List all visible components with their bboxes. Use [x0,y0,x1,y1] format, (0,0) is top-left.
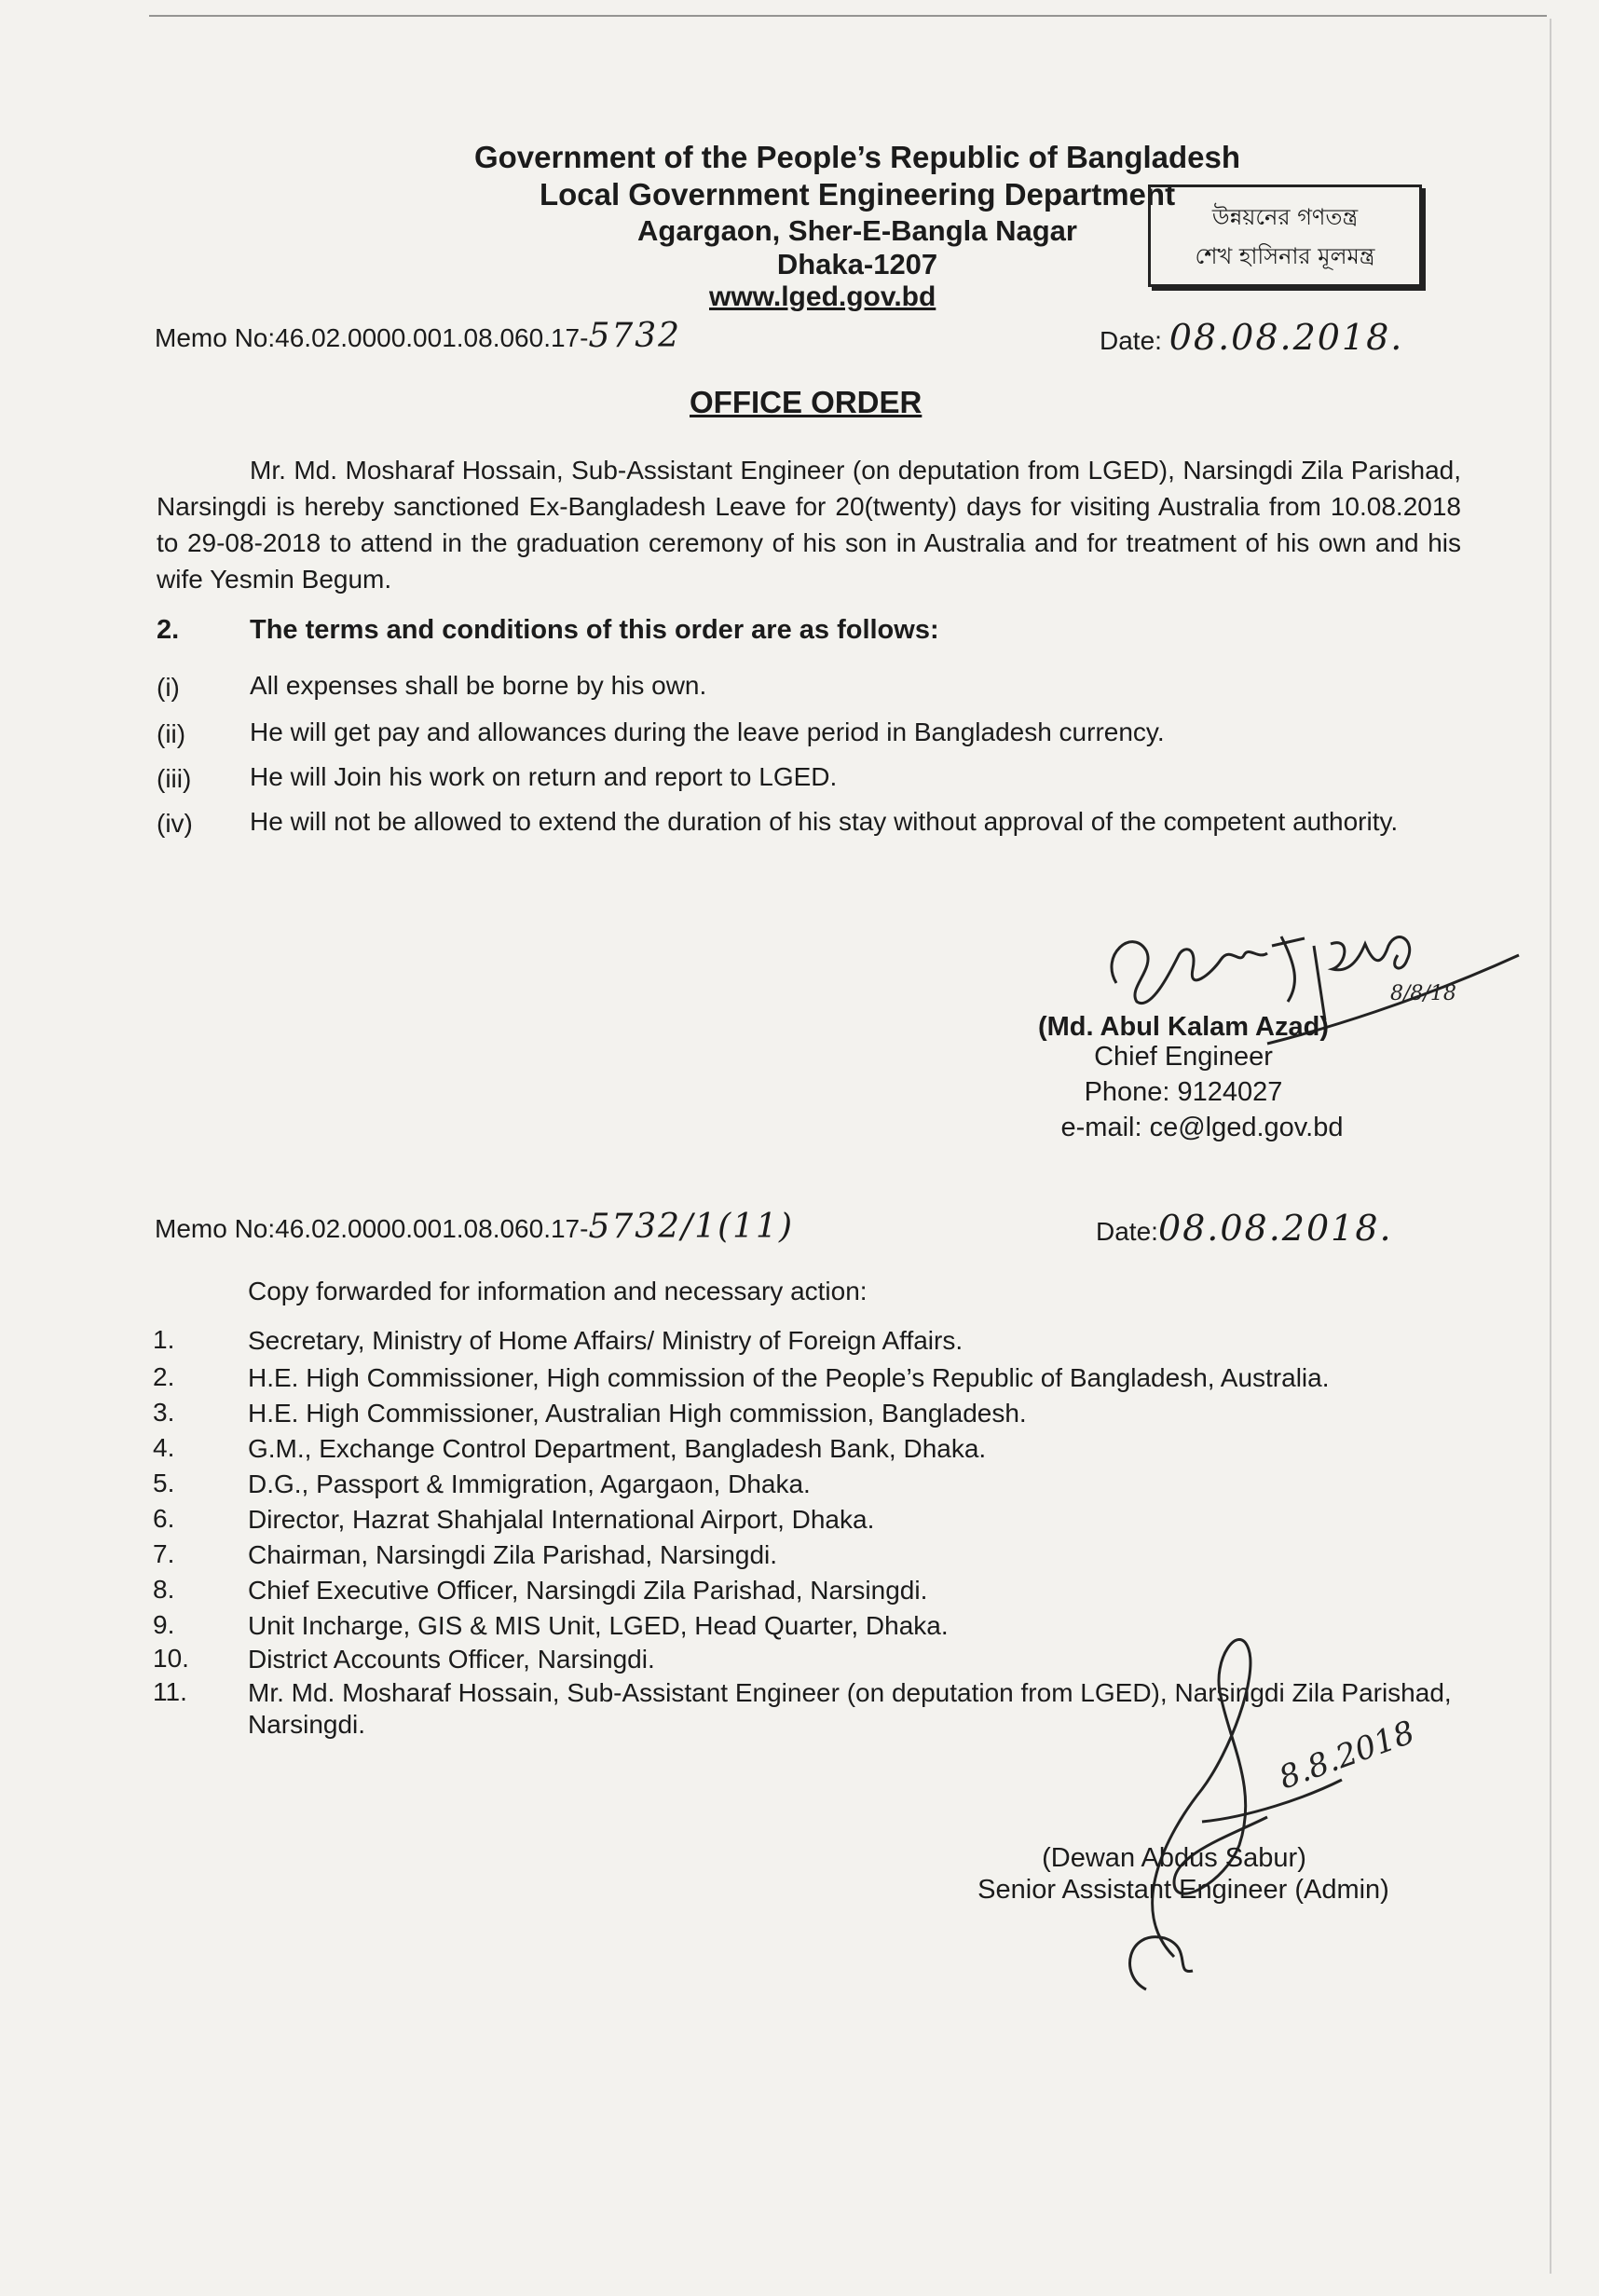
list-item: Unit Incharge, GIS & MIS Unit, LGED, Head Quarter, Dhaka. [248,1611,949,1640]
copy-intro: Copy forwarded for information and necessary action: [248,1277,868,1305]
list-item-number: 9. [153,1610,175,1639]
body-paragraph [157,452,1461,597]
terms-number: 2. [157,615,180,645]
memo-number-1 [155,317,681,355]
term-text: He will Join his work on return and report to LGED. [250,762,838,791]
list-item-number: 4. [153,1433,175,1462]
stamp-line-1: উন্নয়নের গণতন্ত্র [1211,204,1359,230]
term-text: He will not be allowed to extend the duration of his stay without approval of the competent authority. [250,807,1399,836]
header-government: Government of the People’s Republic of Bangladesh [473,140,1241,174]
list-item-number: 6. [153,1504,175,1533]
signature-date-text: 8.8.2018 [1274,1714,1420,1797]
list-item: Chairman, Narsingdi Zila Parishad, Narsingdi. [248,1540,778,1569]
list-item: H.E. High Commissioner, High commission of the People’s Republic of Bangladesh, Australia. [248,1363,1330,1392]
terms-heading: The terms and conditions of this order are as follows: [250,615,939,645]
memo-prefix: Memo No:46.02.0000.001.08.060.17- [155,1214,589,1243]
list-item: Director, Hazrat Shahjalal International Airport, Dhaka. [248,1505,875,1534]
list-item: District Accounts Officer, Narsingdi. [248,1645,655,1674]
scan-edge-line-right [1550,19,1551,2274]
memo-number-2 [155,1208,794,1246]
header-department: Local Government Engineering Department [539,177,1176,212]
handwritten-date: 08.08.2018. [1157,1208,1393,1249]
body-text: Mr. Md. Mosharaf Hossain, Sub-Assistant Engineer (on deputation from LGED), Narsingdi Zila Parishad, Narsingdi is hereby sanctioned Ex-Bangladesh Leave for 20(twenty) days for visiting Australia from 10.08.2018 to 29-08-2018 to attend in the graduation ceremony of his son in Australia and for treatment of his own and his wife Yesmin Begum. [157,456,1461,594]
list-item-number: 3. [153,1398,175,1427]
list-item-number: 2. [153,1362,175,1391]
memo-date-1 [1100,317,1403,358]
signatory2-name: (Dewan Abdus Sabur) [1042,1843,1306,1873]
list-item: D.G., Passport & Immigration, Agargaon, Dhaka. [248,1469,811,1498]
list-item: Secretary, Ministry of Home Affairs/ Ministry of Foreign Affairs. [248,1326,964,1355]
list-item: G.M., Exchange Control Department, Bangladesh Bank, Dhaka. [248,1434,987,1463]
date-label: Date: [1100,326,1162,355]
header-website: www.lged.gov.bd [709,281,936,312]
term-text: He will get pay and allowances during the leave period in Bangladesh currency. [250,718,1165,746]
list-item-number: 11. [153,1677,187,1706]
term-text: All expenses shall be borne by his own. [250,671,707,700]
signatory2-designation: Senior Assistant Engineer (Admin) [977,1875,1389,1905]
list-item-number: 7. [153,1539,175,1568]
memo-prefix: Memo No:46.02.0000.001.08.060.17- [155,323,589,352]
slogan-stamp [1148,184,1422,287]
list-item-number: 1. [153,1325,175,1354]
term-number: (iii) [157,764,192,793]
signatory1-phone: Phone: 9124027 [1084,1077,1283,1107]
memo-handwritten-number: 5732/1(11) [588,1208,795,1246]
signatory1-name: (Md. Abul Kalam Azad) [1037,1012,1330,1042]
header-address: Agargaon, Sher-E-Bangla Nagar [637,214,1077,247]
page-title: OFFICE ORDER [690,385,922,419]
signatory1-designation: Chief Engineer [1094,1042,1273,1072]
term-number: (iv) [157,809,193,838]
term-number: (i) [157,673,180,702]
term-number: (ii) [157,719,186,748]
list-item: Chief Executive Officer, Narsingdi Zila Parishad, Narsingdi. [248,1576,928,1605]
date-label: Date: [1096,1217,1158,1246]
memo-handwritten-number: 5732 [588,317,682,355]
list-item-number: 10. [153,1644,189,1673]
header-city: Dhaka-1207 [776,248,938,280]
scan-edge-line [149,15,1547,17]
list-item: Mr. Md. Mosharaf Hossain, Sub-Assistant Engineer (on deputation from LGED), Narsingdi Zila Parishad, Narsingdi. [248,1678,1452,1739]
stamp-line-2: শেখ হাসিনার মূলমন্ত্র [1195,243,1375,269]
list-item: H.E. High Commissioner, Australian High commission, Bangladesh. [248,1399,1027,1428]
handwritten-date: 08.08.2018. [1168,317,1404,358]
signature-date-text: 8/8/18 [1390,982,1456,1005]
list-item-number: 8. [153,1575,175,1604]
signature-senior-assistant-engineer [1034,1603,1463,1994]
memo-date-2 [1096,1208,1393,1249]
signatory1-email: e-mail: ce@lged.gov.bd [1060,1113,1344,1142]
list-item-number: 5. [153,1469,175,1497]
